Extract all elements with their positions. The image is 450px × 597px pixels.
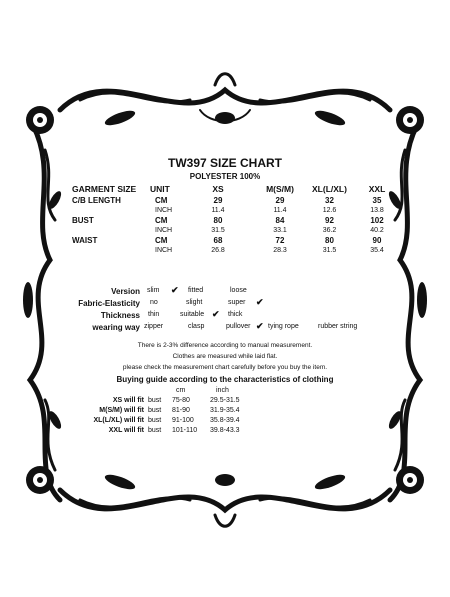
feature-label-wearing-way: wearing way xyxy=(92,323,140,332)
guide-row-cm: 101-110 xyxy=(172,427,198,434)
cell-value: 33.1 xyxy=(273,227,287,234)
cell-value: 31.5 xyxy=(211,227,225,234)
cell-value: 35 xyxy=(372,196,382,205)
option-no: no xyxy=(150,299,158,306)
header-xxl: XXL xyxy=(368,184,386,194)
cell-value: 84 xyxy=(275,216,285,225)
guide-row-cm: 91-100 xyxy=(172,417,194,424)
guide-row-label: XXL will fit xyxy=(108,427,144,434)
buying-guide-title: Buying guide according to the characteristics of clothing xyxy=(116,375,334,384)
unit-inch: INCH xyxy=(155,207,173,214)
option-clasp: clasp xyxy=(188,323,205,330)
row-label-waist: WAIST xyxy=(72,236,98,245)
cell-value: 40.2 xyxy=(370,227,384,234)
note-line: Clothes are measured while laid flat. xyxy=(172,353,278,360)
chart-title: TW397 SIZE CHART xyxy=(167,156,282,170)
guide-row-part: bust xyxy=(148,397,162,404)
check-mark-icon: ✔ xyxy=(256,297,264,307)
unit-cm: CM xyxy=(155,196,168,205)
check-mark-icon: ✔ xyxy=(256,321,264,331)
feature-label-thickness: Thickness xyxy=(100,311,140,320)
header-xs: XS xyxy=(212,184,224,194)
guide-row-inch: 29.5-31.5 xyxy=(210,397,240,404)
cell-value: 29 xyxy=(275,196,285,205)
cell-value: 92 xyxy=(325,216,334,225)
row-label-bust: BUST xyxy=(72,216,94,225)
unit-inch: INCH xyxy=(155,247,173,254)
option-slim: slim xyxy=(147,287,160,294)
header-unit: UNIT xyxy=(150,184,170,194)
guide-row-inch: 39.8-43.3 xyxy=(210,427,240,434)
feature-label-version: Version xyxy=(111,287,140,296)
guide-row-part: bust xyxy=(148,407,162,414)
check-mark-icon: ✔ xyxy=(171,285,179,295)
cell-value: 11.4 xyxy=(273,207,287,214)
option-thick: thick xyxy=(228,311,243,318)
row-label-cb-length: C/B LENGTH xyxy=(72,196,121,205)
header-m: M(S/M) xyxy=(266,184,294,194)
option-pullover: pullover xyxy=(226,323,251,330)
note-line: There is 2-3% difference according to manual measurement. xyxy=(137,342,313,349)
option-suitable: suitable xyxy=(180,311,205,318)
unit-cm: CM xyxy=(155,216,168,225)
cell-value: 28.3 xyxy=(273,247,287,254)
option-fitted: fitted xyxy=(188,287,204,294)
cell-value: 35.4 xyxy=(370,247,384,254)
cell-value: 68 xyxy=(213,236,223,245)
guide-header-inch: inch xyxy=(216,387,229,394)
option-loose: loose xyxy=(230,287,247,294)
cell-value: 90 xyxy=(372,236,382,245)
cell-value: 36.2 xyxy=(322,227,337,234)
option-thin: thin xyxy=(148,311,160,318)
cell-value: 31.5 xyxy=(322,247,337,254)
cell-value: 29 xyxy=(213,196,223,205)
cell-value: 80 xyxy=(325,236,334,245)
guide-row-label: XL(L/XL) will fit xyxy=(93,417,144,424)
chart-subtitle: POLYESTER 100% xyxy=(189,172,261,181)
cell-value: 102 xyxy=(370,216,384,225)
option-slight: slight xyxy=(186,299,203,306)
guide-row-cm: 81-90 xyxy=(172,407,190,414)
guide-row-label: XS will fit xyxy=(112,397,144,404)
guide-header-cm: cm xyxy=(176,387,186,394)
option-zipper: zipper xyxy=(144,323,164,330)
guide-row-cm: 75-80 xyxy=(172,397,190,404)
cell-value: 11.4 xyxy=(211,207,225,214)
check-mark-icon: ✔ xyxy=(212,309,220,319)
guide-row-inch: 35.8-39.4 xyxy=(210,417,240,424)
cell-value: 12.6 xyxy=(322,207,337,214)
cell-value: 72 xyxy=(275,236,285,245)
option-tying-rope: tying rope xyxy=(268,323,299,330)
guide-row-part: bust xyxy=(148,417,162,424)
cell-value: 32 xyxy=(325,196,334,205)
cell-value: 13.8 xyxy=(370,207,384,214)
unit-inch: INCH xyxy=(155,227,173,234)
guide-row-part: bust xyxy=(148,427,162,434)
option-rubber-string: rubber string xyxy=(318,323,358,330)
note-line: please check the measurement chart carefully before you buy the item. xyxy=(122,364,328,371)
cell-value: 26.8 xyxy=(211,247,225,254)
cell-value: 80 xyxy=(213,216,223,225)
header-xl: XL(L/XL) xyxy=(312,184,347,194)
guide-row-inch: 31.9-35.4 xyxy=(210,407,240,414)
option-super: super xyxy=(228,299,246,306)
header-garment-size: GARMENT SIZE xyxy=(72,184,137,194)
feature-label-fabric-elasticity: Fabric-Elasticity xyxy=(78,299,140,308)
unit-cm: CM xyxy=(155,236,168,245)
guide-row-label: M(S/M) will fit xyxy=(99,407,144,414)
